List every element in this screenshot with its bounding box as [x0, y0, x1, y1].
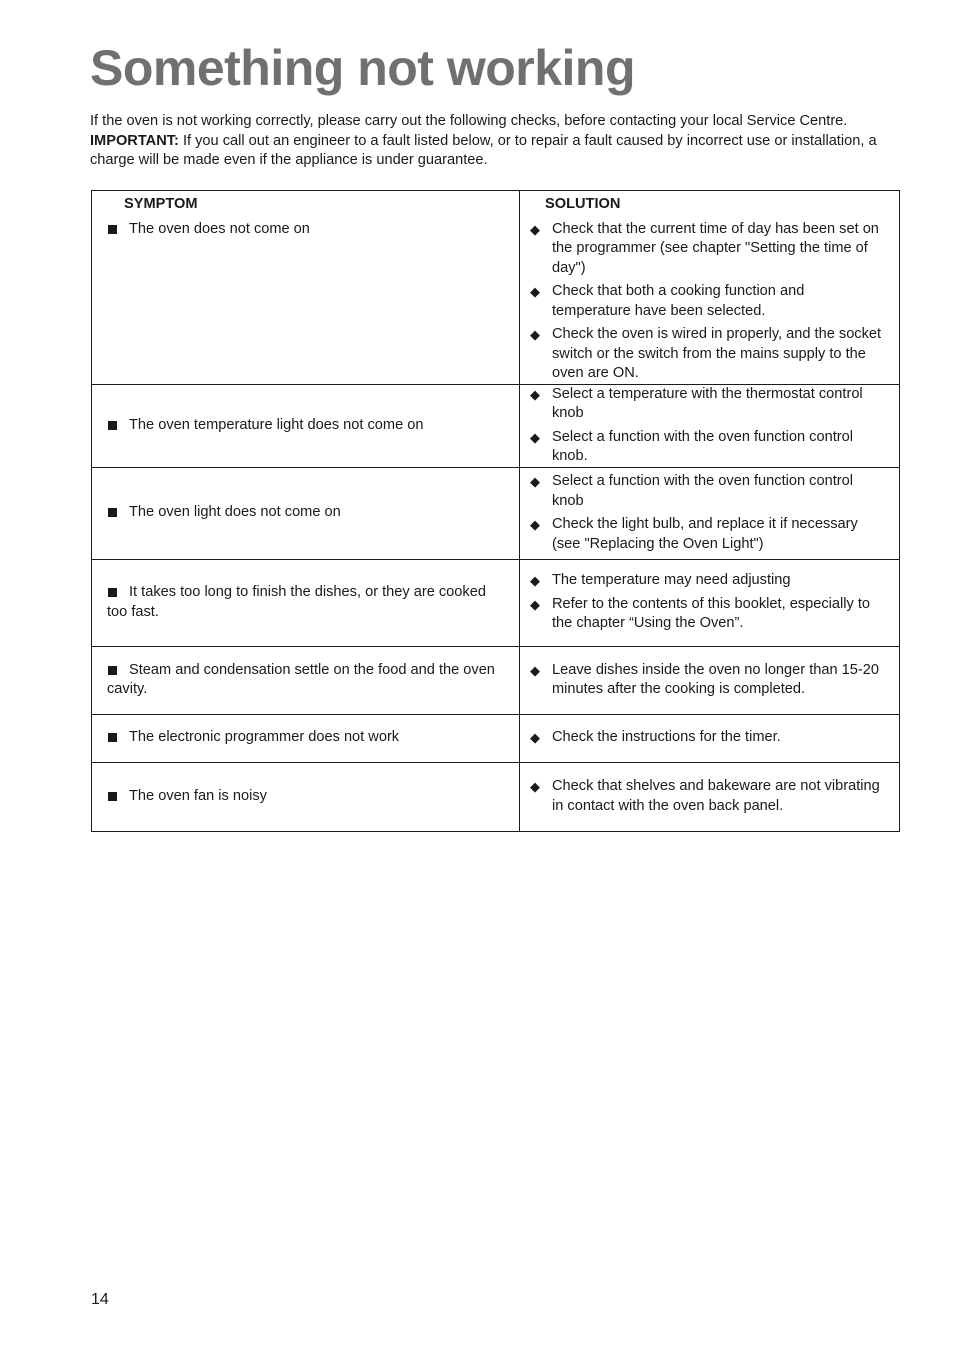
diamond-bullet-icon: ◆: [530, 662, 540, 678]
solution-list: [530, 661, 887, 700]
diamond-bullet-icon: ◆: [530, 386, 540, 402]
solution-cell: [520, 467, 900, 559]
table-row: [92, 191, 900, 385]
diamond-bullet-icon: ◆: [530, 779, 540, 794]
symptom-text: The oven light does not come on: [107, 503, 509, 523]
symptom-text: The oven temperature light does not come on: [107, 416, 509, 436]
intro-line: If the oven is not working correctly, please carry out the following checks, before contacting your local Service Centre.: [90, 113, 848, 129]
square-bullet-icon: [108, 508, 117, 517]
solution-item: ◆ Select a temperature with the thermostat control knob: [530, 385, 863, 421]
table-row: [92, 714, 900, 762]
solution-cell: [520, 762, 900, 831]
diamond-bullet-icon: ◆: [530, 284, 540, 299]
solution-cell: [520, 714, 900, 762]
square-bullet-icon: [108, 733, 117, 742]
diamond-bullet-icon: ◆: [530, 221, 540, 237]
solution-item: ◆ The temperature may need adjusting: [530, 571, 887, 591]
symptom-header: SYMPTOM: [124, 196, 198, 212]
symptom-text: It takes too long to finish the dishes, or they are cooked too fast.: [107, 584, 486, 620]
solution-item: ◆ Select a function with the oven function control knob: [530, 473, 853, 509]
solution-item: ◆ Check the instructions for the timer.: [530, 728, 887, 748]
square-bullet-icon: [108, 225, 117, 234]
solution-item: ◆ Select a function with the oven function control knob.: [530, 428, 853, 464]
diamond-bullet-icon: ◆: [530, 474, 540, 489]
diamond-bullet-icon: ◆: [530, 327, 540, 342]
solution-list: [530, 472, 887, 554]
square-bullet-icon: [108, 666, 117, 675]
important-label: IMPORTANT:: [90, 132, 179, 149]
solution-item: ◆ Check the oven is wired in properly, and the socket switch or the switch from the mains supply to the oven are ON.: [530, 326, 882, 381]
solution-list: [530, 220, 887, 384]
square-bullet-icon: [108, 421, 117, 430]
symptom-cell: [92, 762, 520, 831]
table-row: [92, 467, 900, 559]
square-bullet-icon: [108, 588, 117, 597]
solution-item: ◆ Check the light bulb, and replace it if necessary (see "Replacing the Oven Light"): [530, 516, 858, 552]
diamond-bullet-icon: ◆: [530, 573, 540, 589]
solution-item: ◆ Check that shelves and bakeware are not vibrating in contact with the oven back panel.: [530, 778, 880, 814]
solution-cell: [520, 559, 900, 646]
intro-paragraph: [90, 112, 910, 171]
symptom-text: Steam and condensation settle on the food and the oven cavity.: [107, 661, 495, 697]
solution-cell: [520, 384, 900, 467]
table-row: [92, 646, 900, 714]
solution-item: ◆ Check that the current time of day has been set on the programmer (see chapter "Setting the time of day"): [530, 220, 879, 276]
square-bullet-icon: [108, 792, 117, 801]
diamond-bullet-icon: ◆: [530, 517, 540, 532]
troubleshooting-table: [91, 190, 900, 832]
symptom-cell: [92, 384, 520, 467]
symptom-cell: [92, 646, 520, 714]
important-note: [90, 132, 910, 171]
page-title: Something not working: [90, 40, 636, 96]
symptom-text: The electronic programmer does not work: [107, 728, 509, 748]
symptom-cell: [92, 467, 520, 559]
solution-cell: [520, 646, 900, 714]
table-row: [92, 762, 900, 831]
important-text: If you call out an engineer to a fault listed below, or to repair a fault caused by incorrect use or installation, a charge will be made even if the appliance is under guarantee.: [90, 132, 877, 169]
symptom-cell: [92, 559, 520, 646]
table-row: [92, 384, 900, 467]
solution-item: ◆ Refer to the contents of this booklet, especially to the chapter “Using the Oven”.: [530, 595, 870, 632]
symptom-cell: [92, 714, 520, 762]
solution-item: ◆ Check that both a cooking function and temperature have been selected.: [530, 283, 805, 319]
solution-list: [530, 571, 887, 634]
diamond-bullet-icon: ◆: [530, 429, 540, 445]
solution-list: [530, 385, 887, 467]
solution-list: [530, 777, 887, 816]
solution-cell: [520, 191, 900, 385]
solution-header: SOLUTION: [545, 196, 621, 212]
table-row: [92, 559, 900, 646]
diamond-bullet-icon: ◆: [530, 730, 540, 746]
solution-item: ◆ Leave dishes inside the oven no longer than 15-20 minutes after the cooking is completed.: [530, 661, 879, 697]
solution-list: [530, 728, 887, 748]
symptom-cell: [92, 191, 520, 385]
diamond-bullet-icon: ◆: [530, 596, 540, 612]
page-number: 14: [91, 1291, 109, 1308]
symptom-text: The oven fan is noisy: [107, 787, 509, 807]
symptom-text: The oven does not come on: [107, 220, 509, 240]
